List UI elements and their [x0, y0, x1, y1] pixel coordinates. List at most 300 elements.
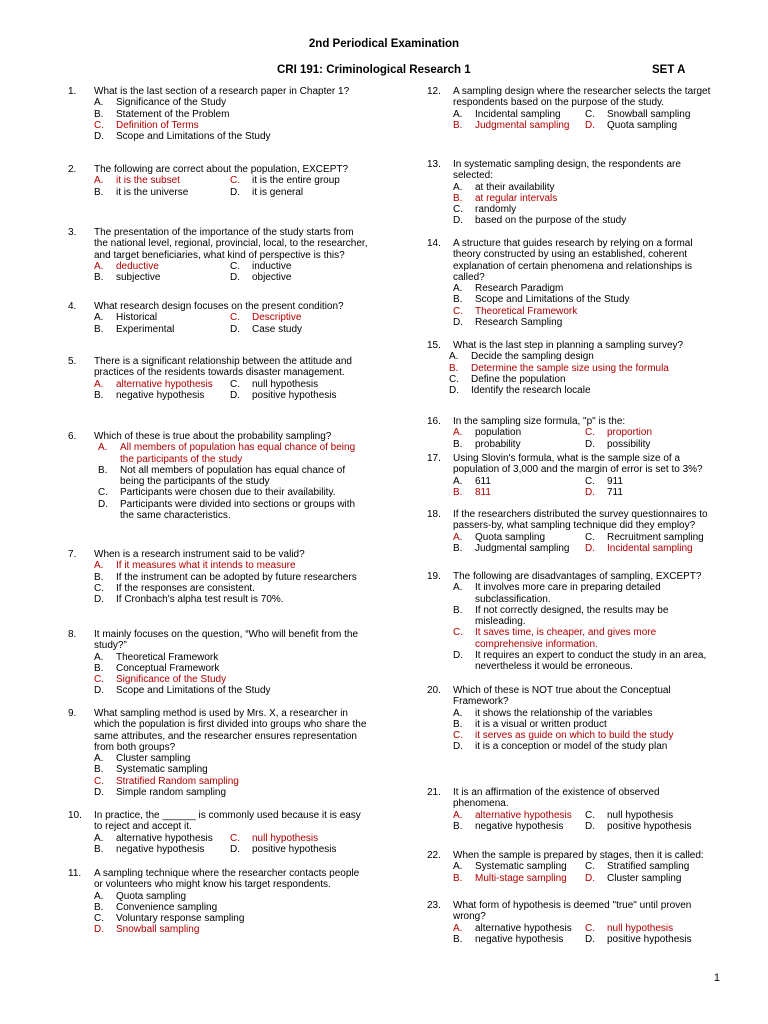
answer-options [94, 175, 368, 198]
option-c [98, 487, 368, 498]
option-text: Case study [252, 323, 303, 335]
option-d [94, 594, 368, 605]
option-b [94, 272, 230, 283]
option-b [94, 572, 368, 583]
question-21 [427, 787, 717, 832]
question-text: The presentation of the importance of the study starts from the national level, regional, provincial, local, to the researcher, and target beneficiaries, what kind of perspective is this? [94, 227, 368, 261]
option-letter: D. [230, 272, 240, 284]
option-letter: A. [453, 283, 463, 295]
answer-options [453, 861, 717, 884]
option-letter: A. [453, 181, 463, 193]
question-13 [427, 159, 717, 227]
option-letter: C. [453, 627, 463, 639]
option-letter: B. [94, 389, 104, 401]
option-c [585, 427, 717, 438]
question-10 [68, 810, 368, 855]
option-text: It involves more care in preparing detailed subclassification. [475, 582, 661, 605]
option-text: Decide the sampling design [471, 351, 594, 363]
option-text: proportion [607, 427, 653, 439]
option-row [453, 923, 717, 934]
answer-options [453, 923, 717, 946]
option-letter: D. [94, 131, 104, 143]
option-text: alternative hypothesis [116, 378, 213, 390]
option-letter: C. [585, 861, 595, 873]
option-text: it shows the relationship of the variables [475, 707, 653, 719]
option-text: Convenience sampling [116, 901, 218, 913]
answer-options [453, 532, 717, 555]
question-number: 14. [427, 238, 441, 249]
option-d [585, 821, 717, 832]
option-c [585, 810, 717, 821]
option-row [94, 833, 368, 844]
answer-options [449, 351, 717, 396]
option-text: All members of population has equal chance of being the participants of the study [120, 442, 356, 465]
question-number: 5. [68, 356, 77, 367]
option-letter: D. [98, 498, 108, 510]
option-letter: D. [585, 872, 595, 884]
option-d [94, 131, 368, 142]
option-letter: A. [94, 312, 104, 324]
question-number: 3. [68, 227, 77, 238]
option-b [453, 543, 585, 554]
answer-options [94, 379, 368, 402]
option-text: Cluster sampling [116, 753, 191, 765]
option-text: based on the purpose of the study [475, 215, 627, 227]
option-letter: D. [585, 933, 595, 945]
option-b [94, 390, 230, 401]
option-text: null hypothesis [607, 809, 674, 821]
question-stem [427, 571, 717, 582]
option-c [230, 312, 366, 323]
question-text: What research design focuses on the present condition? [94, 301, 344, 312]
option-row [453, 476, 717, 487]
option-letter: C. [230, 175, 240, 187]
option-text: it is the subset [116, 175, 180, 187]
option-letter: B. [453, 119, 463, 131]
option-b [449, 363, 717, 374]
answer-options [453, 182, 717, 227]
question-number: 21. [427, 787, 441, 798]
option-d [94, 787, 368, 798]
question-number: 12. [427, 86, 441, 97]
question-6 [68, 431, 368, 521]
option-letter: B. [94, 571, 104, 583]
question-text: What sampling method is used by Mrs. X, a researcher in which the population is first divided into groups who share the same attributes, and the researcher ensures representation from both groups? [94, 708, 367, 753]
option-letter: C. [453, 204, 463, 216]
option-d [585, 487, 717, 498]
option-text: Quota sampling [607, 119, 678, 131]
question-text: If the researchers distributed the survey questionnaires to passers-by, what sampling technique did they employ? [453, 509, 708, 532]
option-letter: B. [453, 718, 463, 730]
question-stem [427, 509, 717, 532]
option-letter: A. [453, 922, 463, 934]
option-letter: C. [453, 305, 463, 317]
option-text: Statement of the Problem [116, 108, 230, 120]
option-letter: C. [94, 775, 104, 787]
option-row [94, 261, 368, 272]
option-text: Significance of the Study [116, 674, 227, 686]
option-letter: D. [449, 385, 459, 397]
option-letter: D. [94, 685, 104, 697]
option-letter: D. [230, 323, 240, 335]
option-c [453, 306, 717, 317]
question-stem [68, 356, 368, 379]
option-c [230, 833, 366, 844]
question-number: 4. [68, 301, 77, 312]
option-b [453, 120, 585, 131]
answer-options [453, 109, 717, 132]
question-text: A structure that guides research by relying on a formal theory constructed by using an established, coherent explanation of certain phenomena and relationships is called? [453, 238, 693, 283]
question-18 [427, 509, 717, 554]
option-a [94, 97, 368, 108]
option-letter: B. [453, 542, 463, 554]
option-c [230, 175, 366, 186]
option-row [453, 427, 717, 438]
option-text: it serves as guide on which to build the study [475, 730, 674, 742]
option-text: Judgmental sampling [475, 119, 570, 131]
option-row [453, 821, 717, 832]
question-number: 8. [68, 629, 77, 640]
option-letter: A. [94, 890, 104, 902]
option-b [453, 934, 585, 945]
question-text: When the sample is prepared by stages, then it is called: [453, 850, 704, 861]
option-c [453, 730, 717, 741]
option-letter: C. [585, 922, 595, 934]
option-text: at their availability [475, 181, 555, 193]
option-letter: B. [94, 186, 104, 198]
option-c [585, 861, 717, 872]
option-text: 711 [607, 486, 623, 498]
option-letter: A. [94, 832, 104, 844]
option-text: deductive [116, 260, 159, 272]
option-letter: B. [94, 662, 104, 674]
option-letter: B. [453, 294, 463, 306]
option-text: If not correctly designed, the results may be misleading. [475, 604, 669, 628]
question-stem [68, 810, 368, 833]
answer-options [94, 891, 368, 936]
option-text: 811 [475, 486, 491, 498]
option-letter: B. [453, 872, 463, 884]
option-d [98, 499, 368, 522]
option-letter: D. [453, 317, 463, 329]
option-letter: C. [230, 312, 240, 324]
option-row [94, 324, 368, 335]
option-a [98, 442, 368, 465]
question-17 [427, 453, 717, 498]
option-letter: D. [585, 486, 595, 498]
question-number: 7. [68, 549, 77, 560]
option-b [453, 719, 717, 730]
question-number: 16. [427, 416, 441, 427]
option-text: null hypothesis [607, 922, 674, 934]
option-letter: C. [585, 809, 595, 821]
option-text: alternative hypothesis [475, 809, 572, 821]
option-c [453, 204, 717, 215]
option-d [453, 215, 717, 226]
option-text: negative hypothesis [475, 820, 564, 832]
question-9 [68, 708, 368, 798]
option-letter: A. [94, 651, 104, 663]
option-row [453, 532, 717, 543]
option-text: Systematic sampling [116, 764, 208, 776]
option-row [453, 109, 717, 120]
question-stem [68, 86, 368, 97]
option-text: null hypothesis [252, 378, 319, 390]
option-row [453, 810, 717, 821]
option-row [453, 543, 717, 554]
answer-options [98, 442, 368, 521]
set-label: SET A [652, 64, 686, 76]
option-text: Stratified sampling [607, 861, 690, 873]
option-letter: C. [230, 260, 240, 272]
question-stem [427, 850, 717, 861]
option-text: Theoretical Framework [116, 651, 219, 663]
option-a [453, 861, 585, 872]
option-row [94, 175, 368, 186]
option-letter: D. [453, 741, 463, 753]
option-d [585, 873, 717, 884]
option-letter: A. [98, 442, 108, 454]
option-text: If it measures what it intends to measure [116, 560, 296, 572]
option-row [453, 439, 717, 450]
option-text: alternative hypothesis [116, 832, 213, 844]
question-text: It mainly focuses on the question, “Who will benefit from the study?” [94, 629, 359, 652]
option-a [453, 283, 717, 294]
option-letter: D. [94, 924, 104, 936]
option-text: Cluster sampling [607, 872, 682, 884]
option-letter: A. [449, 351, 459, 363]
question-15 [427, 340, 717, 396]
option-letter: C. [453, 730, 463, 742]
answer-options [94, 753, 368, 798]
course-name: CRI 191: Criminological Research 1 [277, 64, 471, 76]
question-stem [68, 868, 368, 891]
option-a [94, 312, 230, 323]
option-a [453, 182, 717, 193]
option-text: Voluntary response sampling [116, 913, 245, 925]
question-stem [427, 787, 717, 810]
question-text: In practice, the ______ is commonly used because it is easy to reject and accept it. [94, 810, 361, 833]
option-b [453, 439, 585, 450]
question-16 [427, 416, 717, 450]
option-text: Judgmental sampling [475, 542, 570, 554]
option-text: Multi-stage sampling [475, 872, 567, 884]
question-stem [68, 629, 368, 652]
option-letter: A. [453, 809, 463, 821]
answer-options [94, 560, 368, 605]
option-d [230, 324, 366, 335]
exam-title: 2nd Periodical Examination [308, 38, 460, 50]
question-text: A sampling technique where the researcher contacts people or volunteers who might know his target respondents. [94, 868, 360, 891]
option-letter: A. [94, 560, 104, 572]
question-stem [68, 549, 368, 560]
question-5 [68, 356, 368, 401]
question-text: What is the last section of a research paper in Chapter 1? [94, 86, 350, 97]
option-text: Incidental sampling [607, 542, 693, 554]
option-text: positive hypothesis [607, 820, 692, 832]
option-d [230, 272, 366, 283]
option-d [453, 650, 717, 673]
question-text: In the sampling size formula, "p" is the: [453, 416, 626, 427]
option-text: possibility [607, 438, 651, 450]
question-stem [427, 340, 717, 351]
option-letter: D. [585, 820, 595, 832]
question-stem [427, 86, 717, 109]
option-a [453, 708, 717, 719]
option-letter: A. [94, 260, 104, 272]
question-stem [427, 685, 717, 708]
question-stem [68, 301, 368, 312]
option-text: Descriptive [252, 312, 302, 324]
question-text: Using Slovin's formula, what is the sample size of a population of 3,000 and the margin of error is set to 3%? [453, 453, 703, 476]
option-letter: B. [453, 933, 463, 945]
question-stem [68, 164, 368, 175]
question-text: What is the last step in planning a sampling survey? [453, 340, 684, 351]
option-text: randomly [475, 204, 517, 216]
option-c [585, 476, 717, 487]
option-text: If Cronbach's alpha test result is 70%. [116, 594, 284, 606]
question-text: Which of these is NOT true about the Conceptual Framework? [453, 685, 671, 708]
page-number: 1 [713, 972, 720, 984]
option-letter: C. [230, 378, 240, 390]
option-c [449, 374, 717, 385]
option-letter: D. [585, 438, 595, 450]
option-row [94, 272, 368, 283]
answer-options [94, 652, 368, 697]
answer-options [94, 97, 368, 142]
option-letter: B. [94, 323, 104, 335]
option-text: Quota sampling [475, 531, 546, 543]
question-text: In systematic sampling design, the respondents are selected: [453, 159, 681, 182]
option-a [449, 351, 717, 362]
option-letter: B. [453, 192, 463, 204]
option-text: Experimental [116, 323, 175, 335]
option-c [94, 776, 368, 787]
option-letter: C. [94, 582, 104, 594]
question-text: A sampling design where the researcher selects the target respondents based on the purpose of the study. [453, 86, 711, 109]
option-letter: C. [230, 832, 240, 844]
question-number: 11. [68, 868, 82, 879]
question-number: 9. [68, 708, 77, 719]
option-text: Incidental sampling [475, 108, 561, 120]
option-row [94, 379, 368, 390]
option-text: negative hypothesis [475, 933, 564, 945]
option-text: it is the universe [116, 186, 189, 198]
option-text: Participants were divided into sections or groups with the same characteristics. [120, 498, 356, 522]
option-letter: D. [94, 594, 104, 606]
option-text: Definition of Terms [116, 119, 199, 131]
option-b [453, 873, 585, 884]
option-letter: B. [453, 486, 463, 498]
answer-options [453, 427, 717, 450]
option-text: it is a visual or written product [475, 718, 607, 730]
option-text: Research Sampling [475, 317, 563, 329]
option-d [94, 685, 368, 696]
question-14 [427, 238, 717, 328]
option-b [453, 605, 717, 628]
question-4 [68, 301, 368, 335]
question-number: 15. [427, 340, 441, 351]
option-a [453, 582, 717, 605]
option-row [453, 120, 717, 131]
option-letter: D. [453, 650, 463, 662]
option-text: Not all members of population has equal chance of being the participants of the study [120, 464, 346, 488]
option-text: Scope and Limitations of the Study [116, 131, 271, 143]
question-stem [427, 238, 717, 283]
option-letter: A. [453, 707, 463, 719]
question-22 [427, 850, 717, 884]
option-text: it is general [252, 186, 304, 198]
option-text: 911 [607, 475, 623, 487]
option-text: positive hypothesis [252, 389, 337, 401]
option-letter: C. [585, 475, 595, 487]
option-letter: C. [94, 674, 104, 686]
option-d [453, 317, 717, 328]
question-8 [68, 629, 368, 697]
option-letter: C. [94, 913, 104, 925]
option-text: Determine the sample size using the formula [471, 362, 669, 374]
option-d [94, 924, 368, 935]
option-text: Research Paradigm [475, 283, 564, 295]
question-number: 10. [68, 810, 82, 821]
option-text: alternative hypothesis [475, 922, 572, 934]
question-number: 2. [68, 164, 77, 175]
question-number: 18. [427, 509, 441, 520]
option-letter: A. [94, 378, 104, 390]
option-letter: D. [230, 186, 240, 198]
option-letter: A. [453, 108, 463, 120]
option-letter: B. [94, 108, 104, 120]
option-c [94, 674, 368, 685]
question-3 [68, 227, 368, 283]
question-text: When is a research instrument said to be valid? [94, 549, 305, 560]
question-11 [68, 868, 368, 936]
question-text: The following are correct about the population, EXCEPT? [94, 164, 349, 175]
option-letter: C. [585, 531, 595, 543]
option-text: at regular intervals [475, 192, 558, 204]
option-d [230, 390, 366, 401]
option-d [585, 543, 717, 554]
option-text: Recruitment sampling [607, 531, 704, 543]
question-text: It is an affirmation of the existence of observed phenomena. [453, 787, 660, 810]
option-letter: A. [453, 861, 463, 873]
option-letter: D. [585, 542, 595, 554]
answer-options [94, 261, 368, 284]
option-a [94, 753, 368, 764]
question-stem [427, 900, 717, 923]
option-text: Theoretical Framework [475, 305, 578, 317]
option-letter: C. [585, 108, 595, 120]
option-d [230, 187, 366, 198]
option-b [94, 764, 368, 775]
question-stem [427, 416, 717, 427]
option-letter: B. [94, 764, 104, 776]
option-letter: B. [453, 820, 463, 832]
option-text: Define the population [471, 373, 566, 385]
question-text: The following are disadvantages of sampling, EXCEPT? [453, 571, 702, 582]
question-1 [68, 86, 368, 142]
option-letter: D. [230, 389, 240, 401]
option-c [230, 261, 366, 272]
option-b [94, 902, 368, 913]
option-b [94, 187, 230, 198]
question-23 [427, 900, 717, 945]
option-text: positive hypothesis [607, 933, 692, 945]
option-d [585, 934, 717, 945]
option-b [94, 663, 368, 674]
question-number: 1. [68, 86, 77, 97]
option-row [94, 187, 368, 198]
